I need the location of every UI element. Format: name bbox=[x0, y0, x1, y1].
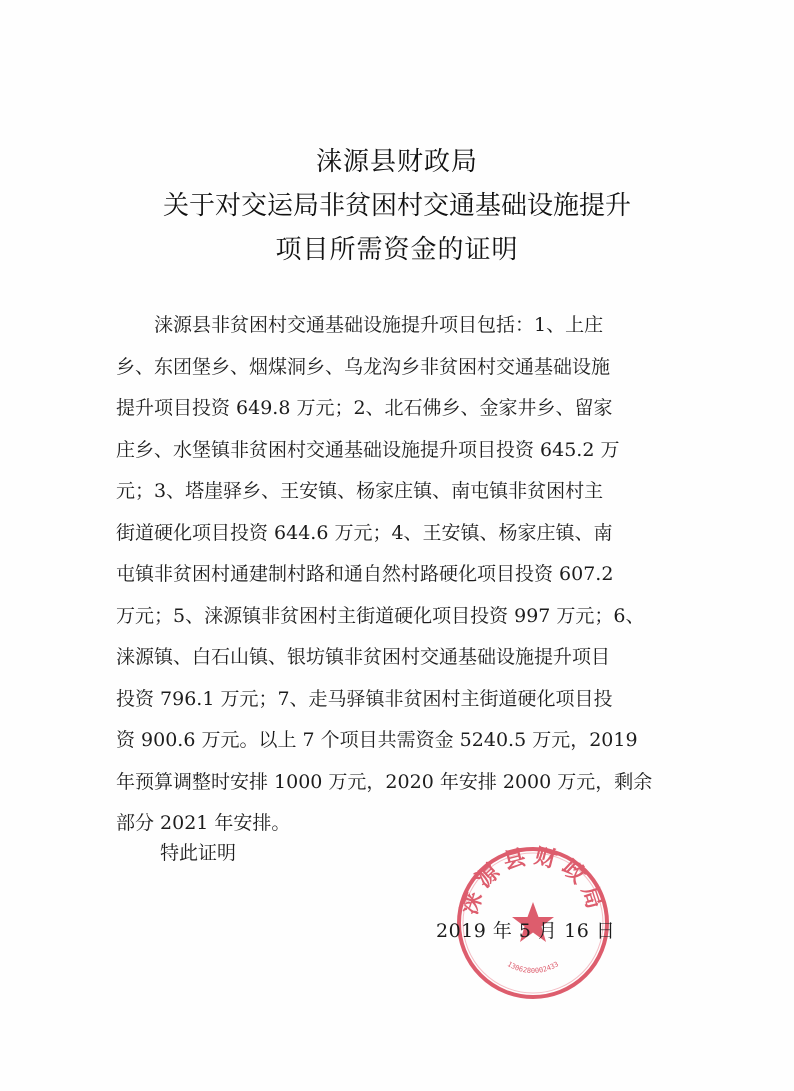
closing-statement: 特此证明 bbox=[160, 842, 237, 864]
document-title bbox=[0, 140, 794, 272]
body-line: 万元；5、涞源镇非贫困村主街道硬化项目投资 997 万元；6、 bbox=[116, 604, 645, 627]
body-line: 年预算调整时安排 1000 万元，2020 年安排 2000 万元，剩余 bbox=[116, 770, 653, 793]
body-line: 部分 2021 年安排。 bbox=[116, 812, 291, 834]
issue-date: 2019 年 5 月 16 日 bbox=[436, 920, 616, 942]
svg-text:1306280002433: 1306280002433 bbox=[505, 960, 561, 976]
title-line-1: 涞源县财政局 bbox=[315, 147, 478, 177]
body-line: 屯镇非贫困村通建制村路和通自然村路硬化项目投资 607.2 bbox=[116, 563, 614, 585]
body-line: 涞源县非贫困村交通基础设施提升项目包括：1、上庄 bbox=[154, 314, 604, 336]
body-line: 提升项目投资 649.8 万元；2、北石佛乡、金家井乡、留家 bbox=[116, 397, 613, 419]
title-line-3: 项目所需资金的证明 bbox=[275, 235, 519, 265]
body-line: 庄乡、水堡镇非贫困村交通基础设施提升项目投资 645.2 万 bbox=[116, 438, 620, 461]
body-line: 街道硬化项目投资 644.6 万元；4、王安镇、杨家庄镇、南 bbox=[116, 521, 613, 544]
title-line-2: 关于对交运局非贫困村交通基础设施提升 bbox=[162, 191, 631, 221]
body-line: 元；3、塔崖驿乡、王安镇、杨家庄镇、南屯镇非贫困村主 bbox=[116, 480, 604, 502]
body-line: 乡、东团堡乡、烟煤洞乡、乌龙沟乡非贫困村交通基础设施 bbox=[116, 355, 611, 378]
body-line: 投资 796.1 万元；7、走马驿镇非贫困村主街道硬化项目投 bbox=[116, 687, 613, 710]
body-line: 涞源镇、白石山镇、银坊镇非贫困村交通基础设施提升项目 bbox=[116, 646, 611, 668]
body-line: 资 900.6 万元。以上 7 个项目共需资金 5240.5 万元，2019 bbox=[116, 729, 638, 751]
body-paragraph bbox=[116, 305, 664, 845]
svg-text:涞源县财政局: 涞源县财政局 bbox=[457, 843, 609, 918]
